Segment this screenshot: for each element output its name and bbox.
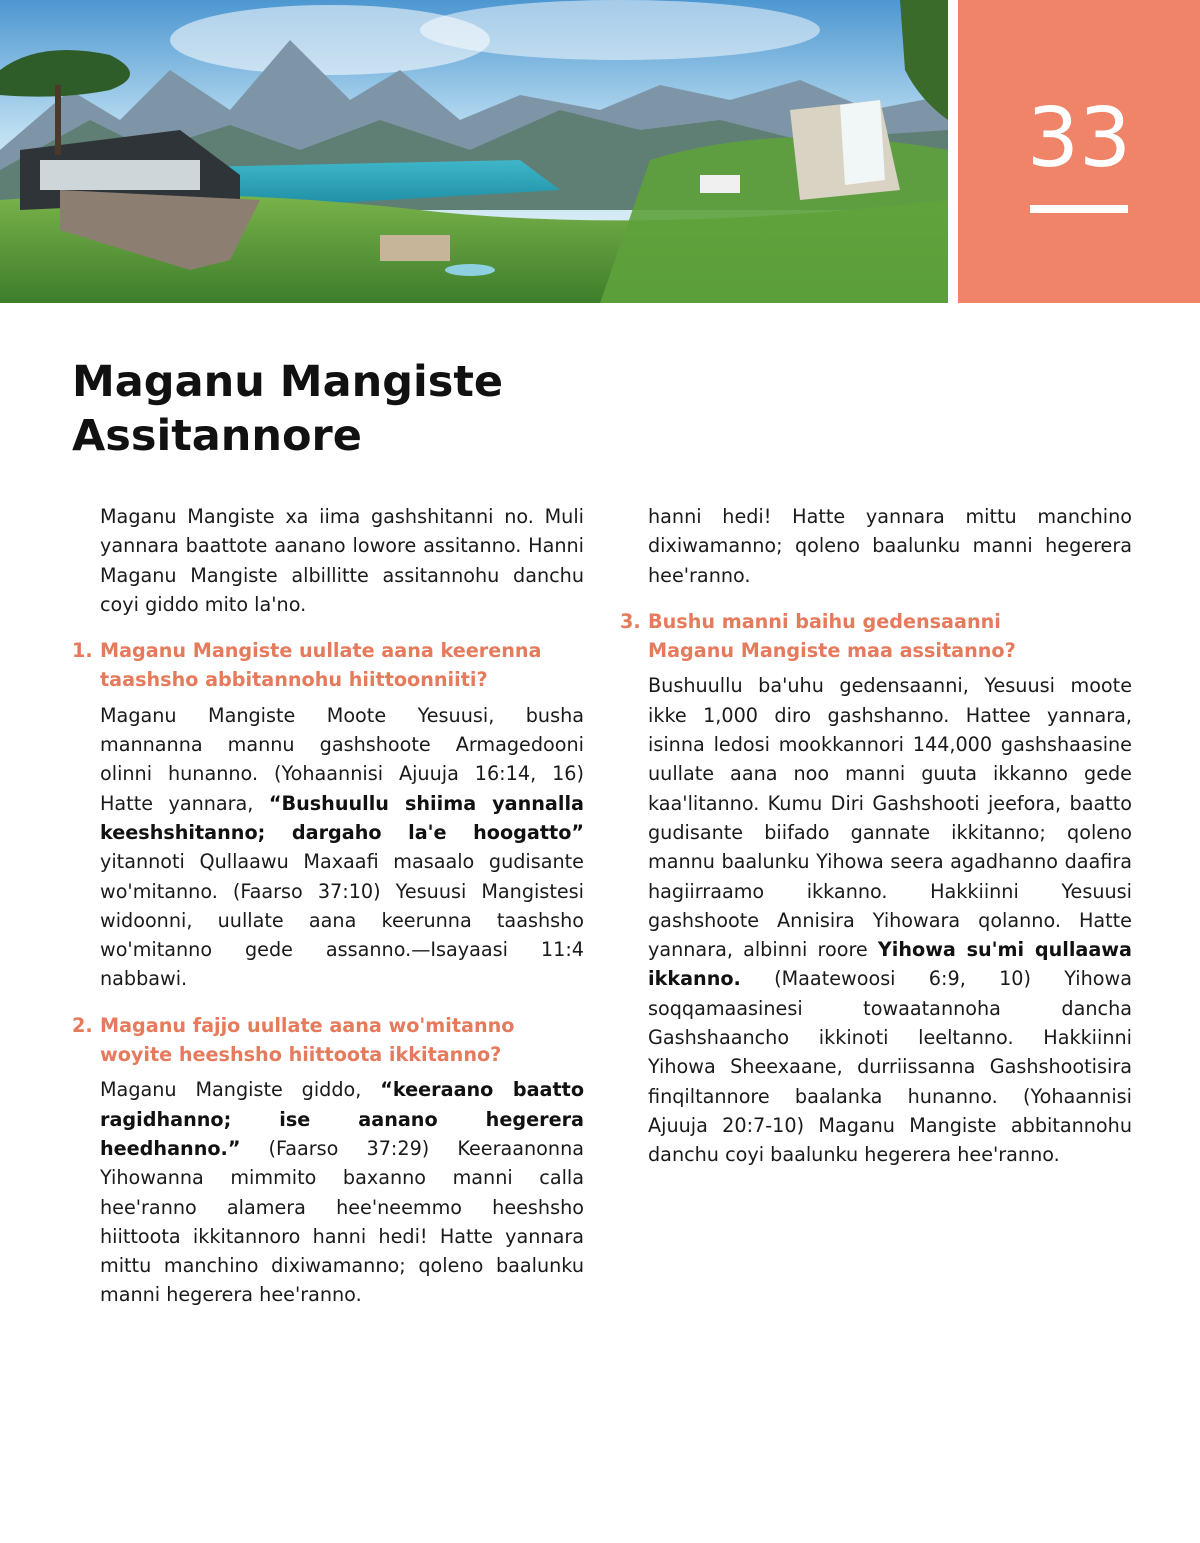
continued-paragraph: hanni hedi! Hatte yannara mittu manchino dixiwamanno; qoleno baalunku manni hegerera hee'ranno.	[648, 505, 1132, 587]
chapter-number: 33	[1026, 91, 1132, 186]
answer-paragraph-1	[100, 701, 584, 994]
body-text: Maganu Mangiste giddo,	[100, 1078, 381, 1102]
question-number: 2.	[72, 1013, 93, 1037]
intro-paragraph: Maganu Mangiste xa iima gashshitanni no. Muli yannara baattote aanano lowore assitanno. Hanni Maganu Mangiste albillitte assitannohu danchu coyi giddo mito la'no.	[100, 505, 584, 616]
question-line: Maganu fajjo uullate aana wo'mitanno	[100, 1013, 515, 1037]
chapter-underline	[1030, 205, 1128, 213]
body-text: (Faarso 37:29) Keeraanonna Yihowanna mimmito baxanno manni calla hee'ranno alamera hee'neemmo heeshsho hiittoota ikkitannoro hanni hedi! Hatte yannara mittu manchino dixiwamanno; qoleno baalunku manni hegerera hee'ranno.	[100, 1136, 584, 1307]
header-landscape-image	[0, 0, 948, 303]
page-title	[72, 355, 712, 463]
question-line: Maganu Mangiste uullate aana keerenna	[100, 639, 542, 663]
question-heading-3	[620, 607, 1132, 666]
question-number: 1.	[72, 639, 93, 663]
question-heading-1	[72, 636, 584, 695]
question-number: 3.	[620, 609, 641, 633]
page-title-line-2: Assitannore	[72, 411, 362, 461]
question-heading-2	[72, 1011, 584, 1070]
bold-quote: “keeraano baatto ragidhanno; ise aanano hegerera heedhanno.”	[100, 1078, 584, 1160]
question-line: Bushu manni baihu gedensaanni	[648, 609, 1001, 633]
question-text	[648, 607, 1016, 666]
page-title-line-1: Maganu Mangiste	[72, 357, 504, 407]
body-text: Maganu Mangiste Moote Yesuusi, busha mannanna mannu gashshoote Armagedooni olinni hunanno. (Yohaannisi Ajuuja 16:14, 16) Hatte yannara,	[100, 703, 584, 815]
question-line: Maganu Mangiste maa assitanno?	[648, 639, 1016, 663]
question-text	[100, 636, 542, 695]
body-text: Bushuullu ba'uhu gedensaanni, Yesuusi moote ikke 1,000 diro gashshanno. Hattee yannara, isinna ledosi mookkannori 144,000 gashshaasine uullate aana noo manni guuta ikkanno gede kaa'litanno. Kumu Diri Gashshooti jeefora, baatto gudisante biifado gannate ikkitanno; qoleno mannu baalunku Yihowa seera agadhanno daafira hagiirraamo ikkanno. Hakkiinni Yesuusi gashshoote Annisira Yihowara qolanno. Hatte yannara, albinni roore	[648, 674, 1132, 962]
answer-paragraph-2	[100, 1075, 584, 1307]
answer-paragraph-3	[648, 671, 1132, 1169]
body-text: (Maatewoosi 6:9, 10) Yihowa soqqamaasinesi towaatannoha dancha Gashshaancho ikkinoti leeltanno. Hakkiinni Yihowa Sheexaane, durriissanna Gashshootisira finqiltannore baalanka hunanno. (Yohaannisi Ajuuja 20:7-10) Maganu Mangiste abbitannohu danchu coyi baalunku hegerera hee'ranno.	[648, 967, 1132, 1167]
chapter-number-panel	[958, 0, 1200, 303]
landscape-illustration	[0, 0, 948, 303]
question-line: taashsho abbitannohu hiittoonniiti?	[100, 668, 488, 692]
left-column	[72, 502, 584, 1307]
bold-quote: “Bushuullu shiima yannalla keeshshitanno; dargaho la'e hoogatto”	[100, 791, 584, 844]
question-text	[100, 1011, 514, 1070]
right-column	[620, 502, 1132, 1170]
question-line: woyite heeshsho hiittoota ikkitanno?	[100, 1043, 502, 1067]
body-text: yitannoti Qullaawu Maxaafi masaalo gudisante wo'mitanno. (Faarso 37:10) Yesuusi Mangistesi widoonni, uullate aana keerunna taashsho wo'mitanno gede assanno.—Isayaasi 11:4 nabbawi.	[100, 850, 584, 991]
bold-quote: Yihowa su'mi qullaawa ikkanno.	[648, 938, 1132, 991]
